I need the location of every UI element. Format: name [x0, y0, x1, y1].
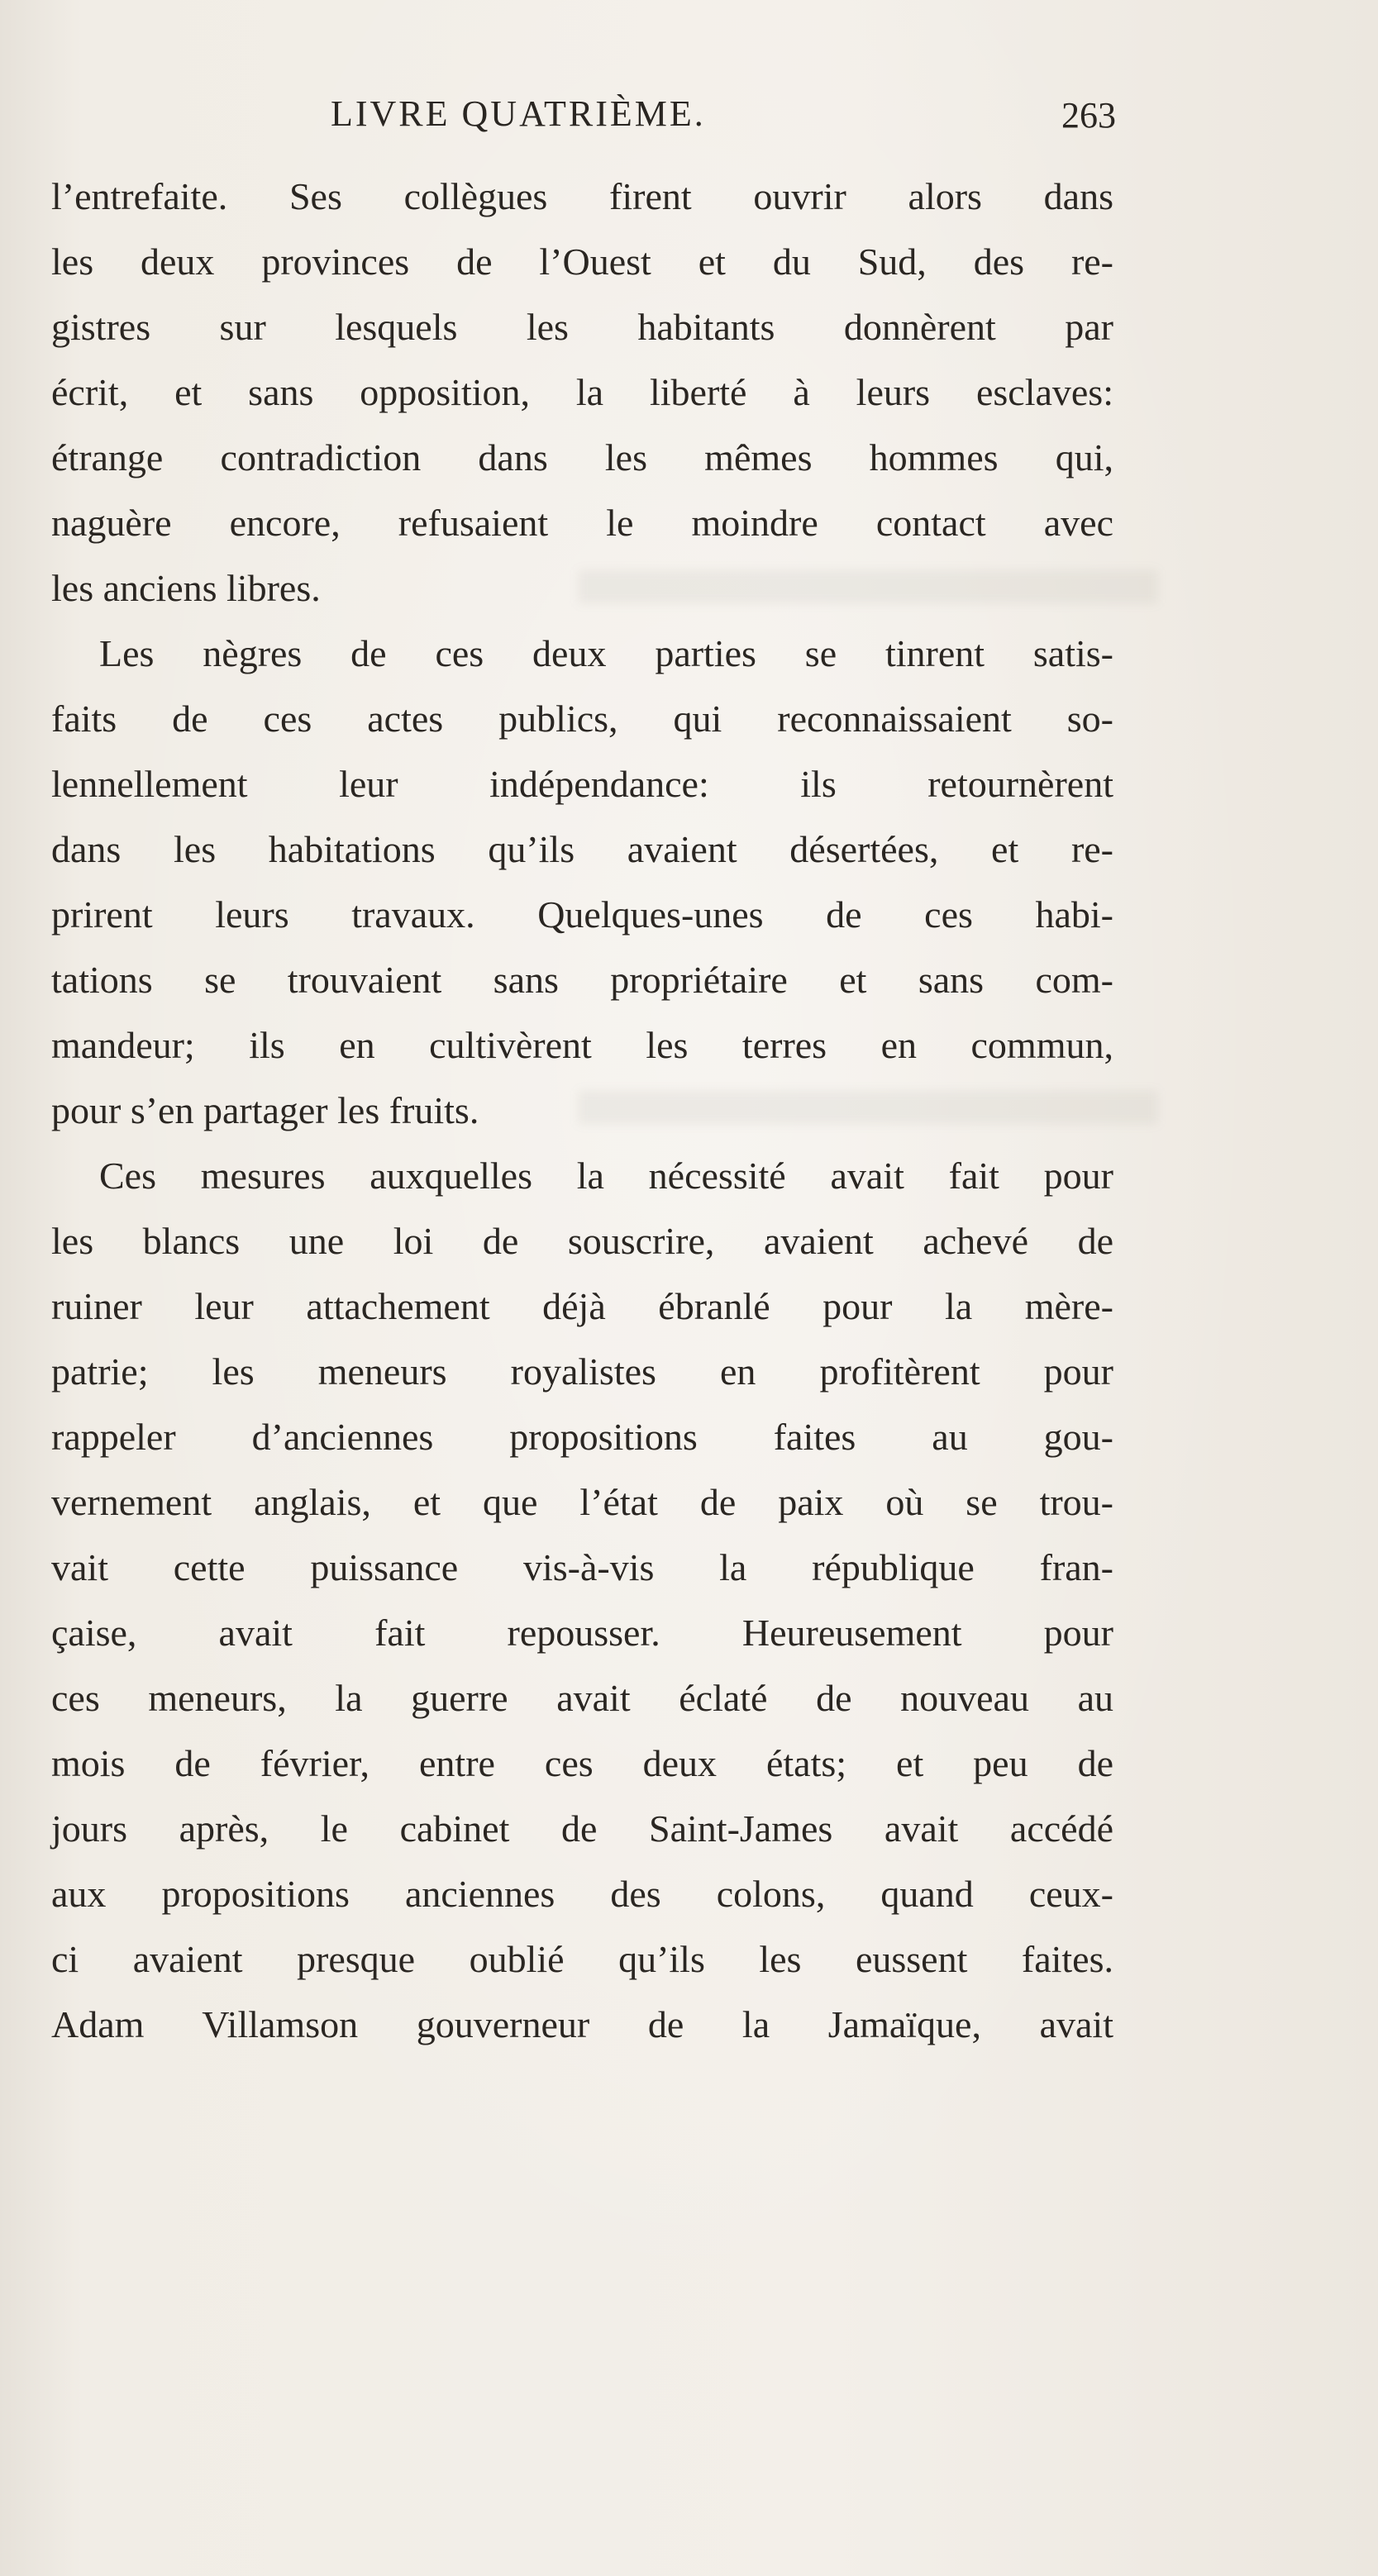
text-line: gistres sur lesquels les habitants donnèrent par — [51, 306, 1113, 348]
text-line: ci avaient presque oublié qu’ils les eussent faites. — [51, 1938, 1113, 1980]
text-line: vernement anglais, et que l’état de paix où se trou- — [51, 1481, 1113, 1523]
page-header — [50, 93, 1116, 150]
text-line: patrie; les meneurs royalistes en profitèrent pour — [51, 1350, 1113, 1393]
text-line: étrange contradiction dans les mêmes hommes qui, — [51, 436, 1113, 479]
text-line: Adam Villamson gouverneur de la Jamaïque, avait — [51, 2003, 1113, 2045]
text-line: ruiner leur attachement déjà ébranlé pour la mère- — [51, 1285, 1113, 1327]
text-line: çaise, avait fait repousser. Heureusement pour — [51, 1612, 1113, 1654]
page-number: 263 — [1061, 95, 1116, 136]
text-line: vait cette puissance vis-à-vis la république fran- — [51, 1546, 1113, 1588]
text-line: ces meneurs, la guerre avait éclaté de nouveau au — [51, 1677, 1113, 1719]
text-line: lennellement leur indépendance: ils retournèrent — [51, 763, 1113, 805]
text-line: prirent leurs travaux. Quelques-unes de ces habi- — [51, 893, 1113, 936]
text-line: rappeler d’anciennes propositions faites au gou- — [51, 1416, 1113, 1458]
text-line: pour s’en partager les fruits. — [51, 1089, 479, 1131]
text-line: l’entrefaite. Ses collègues firent ouvrir alors dans — [51, 175, 1113, 217]
text-line: Les nègres de ces deux parties se tinrent satis- — [99, 632, 1113, 674]
text-line: les anciens libres. — [51, 567, 321, 609]
text-line: mandeur; ils en cultivèrent les terres en commun, — [51, 1024, 1113, 1066]
text-line: les blancs une loi de souscrire, avaient achevé de — [51, 1220, 1113, 1262]
text-line: naguère encore, refusaient le moindre contact avec — [51, 502, 1113, 544]
text-line: Ces mesures auxquelles la nécessité avait fait pour — [99, 1155, 1113, 1197]
body-text — [51, 164, 1113, 2057]
text-line: faits de ces actes publics, qui reconnaissaient so- — [51, 698, 1113, 740]
text-line: les deux provinces de l’Ouest et du Sud, des re- — [51, 240, 1113, 283]
text-line: écrit, et sans opposition, la liberté à leurs esclaves: — [51, 371, 1113, 413]
text-line: mois de février, entre ces deux états; et peu de — [51, 1742, 1113, 1784]
text-line: jours après, le cabinet de Saint-James avait accédé — [51, 1807, 1113, 1850]
text-line: tations se trouvaient sans propriétaire et sans com- — [51, 959, 1113, 1001]
text-line: dans les habitations qu’ils avaient désertées, et re- — [51, 828, 1113, 870]
text-line: aux propositions anciennes des colons, quand ceux- — [51, 1873, 1113, 1915]
running-head: LIVRE QUATRIÈME. — [331, 93, 706, 134]
